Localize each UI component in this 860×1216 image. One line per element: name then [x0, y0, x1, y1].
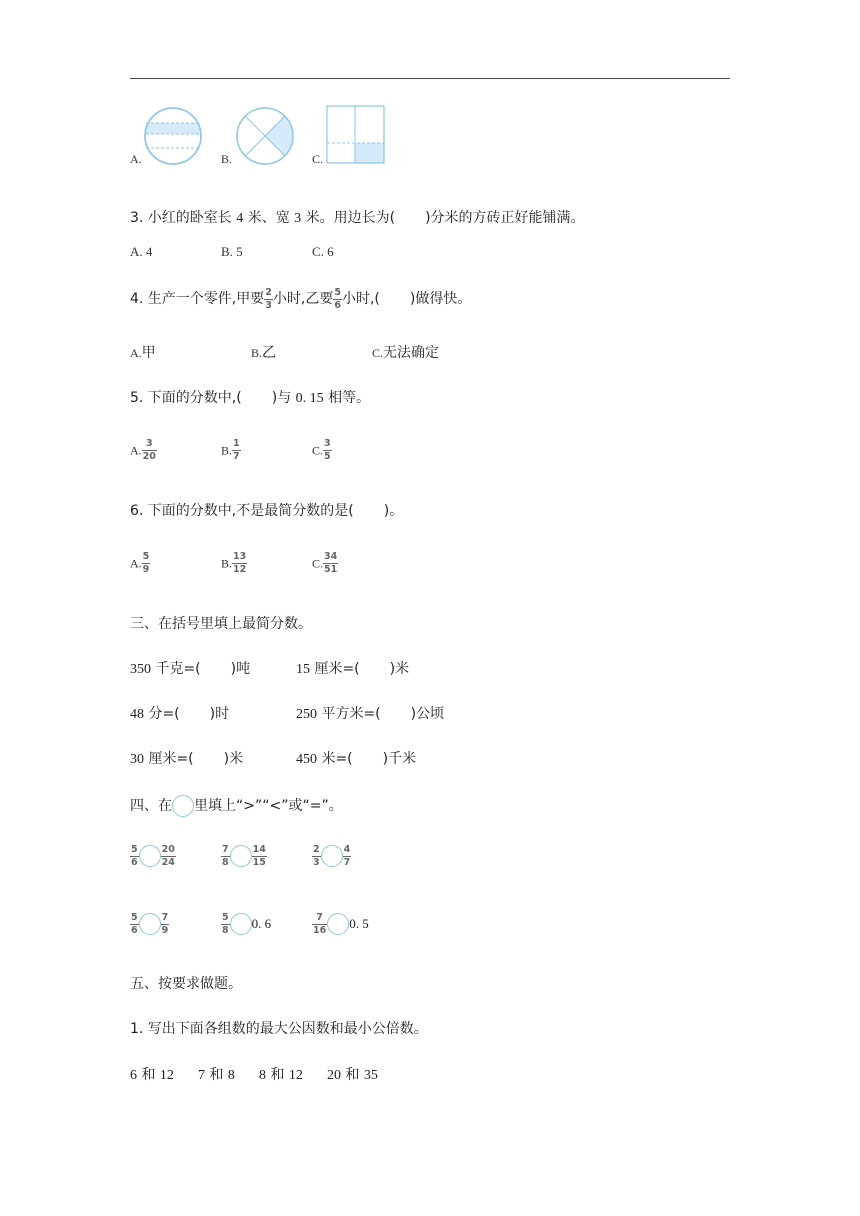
section4-title: 四、在 里填上“>”“<”或“=”。 [130, 795, 343, 817]
comparison-circle[interactable] [230, 845, 252, 867]
comparison-item: $\frac{7}{8}$ $\frac{14}{15}$ [222, 844, 266, 868]
comparison-circle[interactable] [327, 913, 349, 935]
q3-stem: 3. 小红的卧室长 4 米、宽 3 米。用边长为( )分米的方砖正好能铺满。 [130, 210, 585, 226]
q2-option-a-circle-diagram [143, 106, 205, 166]
conversion-item: 30 厘米=( )米 [130, 751, 244, 767]
comparison-item: $\frac{5}{6}$ $\frac{7}{9}$ [131, 912, 169, 936]
conversion-item: 15 厘米=( )米 [296, 661, 410, 677]
conversion-item: 250 平方米=( )公顷 [296, 706, 445, 722]
comparison-circle[interactable] [139, 845, 161, 867]
q5-stem: 5. 下面的分数中,( )与 0. 15 相等。 [130, 390, 371, 406]
q4-option-a: A.甲 [130, 345, 156, 361]
comparison-circle[interactable] [139, 913, 161, 935]
comparison-item: $\frac{2}{3}$ $\frac{4}{7}$ [313, 844, 351, 868]
header-rule [130, 78, 730, 79]
q5-option-b: B. $\frac{1}{7}$ [221, 438, 240, 462]
q5-option-c: C. $\frac{3}{5}$ [312, 438, 331, 462]
section5-title: 五、按要求做题。 [130, 976, 242, 992]
comparison-item: $\frac{7}{16}$ 0. 5 [313, 912, 369, 936]
comparison-item: $\frac{5}{6}$ $\frac{20}{24}$ [131, 844, 175, 868]
q3-option-a: A. 4 [130, 244, 153, 259]
q4-stem: 4. 生产一个零件,甲要 $\frac{2}{3}$ 小时,乙要 $\frac{5}{6}$ 小时,( )做得快。 [130, 287, 472, 311]
conversion-item: 48 分=( )时 [130, 706, 230, 722]
comparison-circle[interactable] [321, 845, 343, 867]
q4-option-c: C.无法确定 [372, 345, 440, 361]
number-pair: 6 和 12 [130, 1067, 174, 1083]
q2-option-c-square-diagram [326, 105, 386, 165]
comparison-circle[interactable] [230, 913, 252, 935]
conversion-item: 350 千克=( )吨 [130, 661, 251, 677]
comparison-circle [172, 795, 194, 817]
q6-option-c: C. $\frac{34}{51}$ [312, 551, 338, 575]
q5-option-a: A. $\frac{3}{20}$ [130, 438, 156, 462]
fraction: $\frac{2}{3}$ [265, 287, 272, 311]
q6-option-b: B. $\frac{13}{12}$ [221, 551, 247, 575]
section5-q1: 1. 写出下面各组数的最大公因数和最小公倍数。 [130, 1021, 428, 1037]
comparison-item: $\frac{5}{8}$ 0. 6 [222, 912, 272, 936]
q2-option-c-label: C. [312, 152, 324, 166]
conversion-item: 450 米=( )千米 [296, 751, 417, 767]
q2-option-a-label: A. [130, 152, 142, 166]
number-pair: 20 和 35 [327, 1067, 378, 1083]
fraction: $\frac{5}{6}$ [334, 287, 341, 311]
section3-title: 三、在括号里填上最简分数。 [130, 616, 312, 632]
q3-option-c: C. 6 [312, 244, 334, 259]
q6-option-a: A. $\frac{5}{9}$ [130, 551, 150, 575]
q6-stem: 6. 下面的分数中,不是最简分数的是( )。 [130, 503, 404, 519]
number-pair: 8 和 12 [259, 1067, 303, 1083]
number-pair: 7 和 8 [198, 1067, 235, 1083]
q2-option-b-circle-diagram [235, 106, 297, 166]
q3-option-b: B. 5 [221, 244, 243, 259]
q4-option-b: B.乙 [251, 345, 277, 361]
q2-option-b-label: B. [221, 152, 233, 166]
